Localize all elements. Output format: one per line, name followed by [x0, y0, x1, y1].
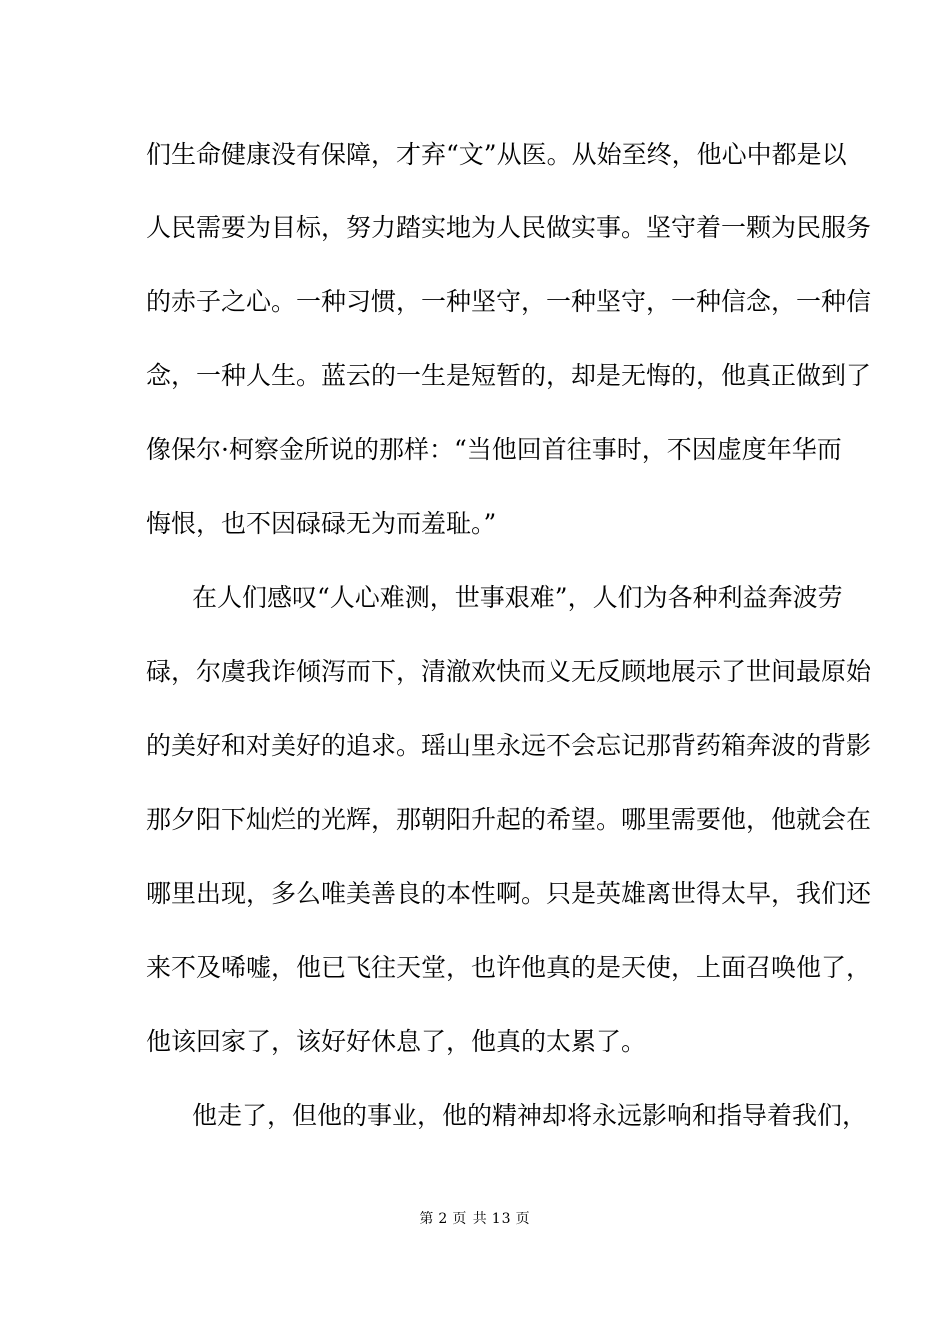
footer-middle: 页 共: [452, 1211, 488, 1227]
footer-prefix: 第: [419, 1211, 435, 1227]
paragraph-1-line-1: 们生命健康没有保障，才弃“文”从医。从始至终，他心中都是以: [146, 140, 847, 169]
paragraph-1-line-6: 悔恨，也不因碌碌无为而羞耻。”: [146, 509, 497, 538]
paragraph-1-line-5: 像保尔·柯察金所说的那样：“当他回首往事时，不因虚度年华而: [146, 435, 842, 464]
footer-suffix: 页: [515, 1211, 531, 1227]
page-footer: [0, 1207, 950, 1231]
paragraph-3-line-1: 他走了，但他的事业，他的精神却将永远影响和指导着我们，: [192, 1101, 868, 1130]
footer-total-pages: 13: [491, 1211, 512, 1227]
paragraph-1-line-4: 念，一种人生。蓝云的一生是短暂的，却是无悔的，他真正做到了: [146, 361, 872, 390]
paragraph-1-line-3: 的赤子之心。一种习惯，一种坚守，一种坚守，一种信念，一种信: [146, 287, 872, 316]
paragraph-2-line-6: 来不及唏嘘，他已飞往天堂，也许他真的是天使，上面召唤他了，: [146, 953, 872, 982]
paragraph-2-line-1: 在人们感叹“人心难测，世事艰难”，人们为各种利益奔波劳: [192, 583, 843, 612]
paragraph-2-line-2: 碌，尔虞我诈倾泻而下，清澈欢快而义无反顾地展示了世间最原始: [146, 657, 872, 686]
paragraph-2-line-3: 的美好和对美好的追求。瑶山里永远不会忘记那背药箱奔波的背影: [146, 731, 872, 760]
paragraph-1-line-2: 人民需要为目标，努力踏实地为人民做实事。坚守着一颗为民服务: [146, 213, 872, 242]
paragraph-2-line-4: 那夕阳下灿烂的光辉，那朝阳升起的希望。哪里需要他，他就会在: [146, 805, 872, 834]
paragraph-2-line-5: 哪里出现，多么唯美善良的本性啊。只是英雄离世得太早，我们还: [146, 879, 872, 908]
footer-page-number: 2: [438, 1211, 449, 1227]
paragraph-2-line-7: 他该回家了，该好好休息了，他真的太累了。: [146, 1027, 647, 1056]
